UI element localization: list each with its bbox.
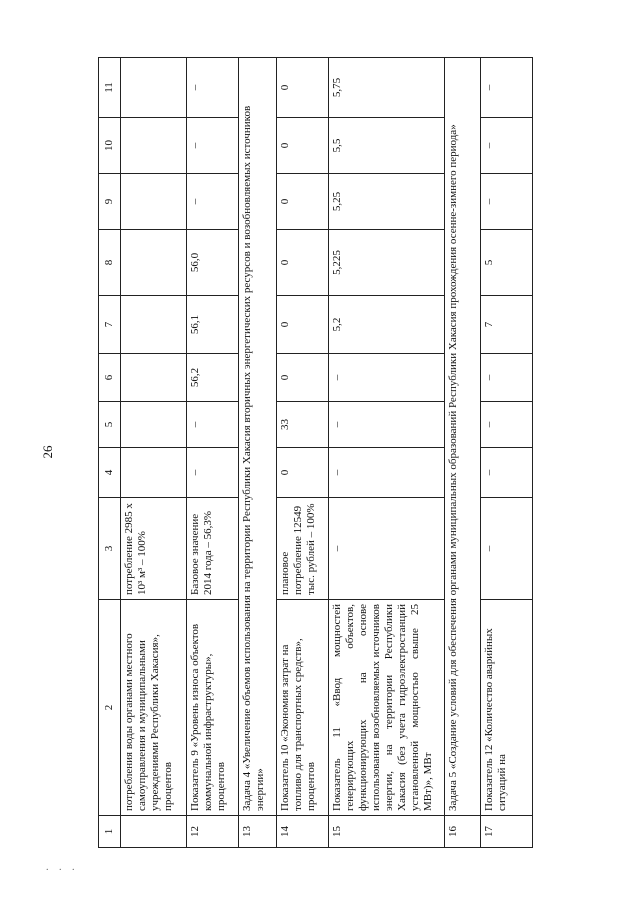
base-value: потребление 2985 x 10³ м³ – 100% xyxy=(121,498,187,600)
header-cell: 7 xyxy=(99,296,121,354)
value-cell: 33 xyxy=(277,402,329,448)
value-cell xyxy=(121,354,187,402)
indicator-name: Показатель 11 «Ввод мощностей генерирующих объектов, функционирующих на основе использования возобновляемых источников энергии, на территории Республики Хакасия (без учета гидроэлектростанций установленной мощностью свыше 25 МВт)», МВт xyxy=(329,600,445,816)
value-cell xyxy=(121,230,187,296)
row-number: 16 xyxy=(445,816,481,848)
header-cell: 5 xyxy=(99,402,121,448)
value-cell: 5,225 xyxy=(329,230,445,296)
row-number: 14 xyxy=(277,816,329,848)
value-cell: – xyxy=(329,448,445,498)
value-cell: – xyxy=(329,402,445,448)
row-number: 13 xyxy=(239,816,277,848)
indicator-name: Показатель 9 «Уровень износа объектов коммунальной инфраструктуры», процентов xyxy=(187,600,239,816)
value-cell: 0 xyxy=(277,58,329,118)
table-row xyxy=(121,58,187,848)
value-cell: 5,5 xyxy=(329,118,445,174)
task-title: Задача 4 «Увеличение объемов использования на территории Республики Хакасия вторичных энергетических ресурсов и возобновляемых источников энергии» xyxy=(239,58,277,816)
value-cell: – xyxy=(481,58,533,118)
header-cell: 10 xyxy=(99,118,121,174)
value-cell: – xyxy=(481,354,533,402)
value-cell xyxy=(121,174,187,230)
base-value: Базовое значение 2014 года – 56,3% xyxy=(187,498,239,600)
value-cell: – xyxy=(329,354,445,402)
indicator-name: потребления воды органами местного самоуправления и муниципальными учреждениями Республики Хакасия», процентов xyxy=(121,600,187,816)
task-row xyxy=(239,58,277,848)
value-cell xyxy=(121,448,187,498)
value-cell: – xyxy=(187,448,239,498)
header-cell: 4 xyxy=(99,448,121,498)
row-number: 15 xyxy=(329,816,445,848)
header-cell: 11 xyxy=(99,58,121,118)
value-cell: 0 xyxy=(277,296,329,354)
header-cell: 6 xyxy=(99,354,121,402)
value-cell: 56,1 xyxy=(187,296,239,354)
value-cell: – xyxy=(187,402,239,448)
value-cell: 5,75 xyxy=(329,58,445,118)
value-cell: 56,0 xyxy=(187,230,239,296)
value-cell: 7 xyxy=(481,296,533,354)
value-cell: 56,2 xyxy=(187,354,239,402)
base-value: – xyxy=(329,498,445,600)
scan-artifact: . . . xyxy=(46,862,79,873)
value-cell: 5,2 xyxy=(329,296,445,354)
header-cell: 8 xyxy=(99,230,121,296)
value-cell: 5 xyxy=(481,230,533,296)
header-cell: 9 xyxy=(99,174,121,230)
value-cell: – xyxy=(187,118,239,174)
value-cell: – xyxy=(187,58,239,118)
value-cell: 0 xyxy=(277,174,329,230)
value-cell: 0 xyxy=(277,118,329,174)
task-row xyxy=(445,58,481,848)
row-number: 12 xyxy=(187,816,239,848)
value-cell: 0 xyxy=(277,230,329,296)
value-cell: 5,25 xyxy=(329,174,445,230)
header-cell: 1 xyxy=(99,816,121,848)
header-row xyxy=(99,58,121,848)
header-cell: 2 xyxy=(99,600,121,816)
value-cell: – xyxy=(481,174,533,230)
indicators-table xyxy=(98,57,533,848)
indicators-table-rotated xyxy=(98,58,533,848)
table-row xyxy=(277,58,329,848)
value-cell: – xyxy=(481,402,533,448)
base-value: – xyxy=(481,498,533,600)
header-cell: 3 xyxy=(99,498,121,600)
value-cell xyxy=(121,296,187,354)
value-cell xyxy=(121,58,187,118)
value-cell xyxy=(121,402,187,448)
table-row xyxy=(481,58,533,848)
value-cell: – xyxy=(481,118,533,174)
value-cell: – xyxy=(187,174,239,230)
page-number: 26 xyxy=(40,445,55,459)
value-cell xyxy=(121,118,187,174)
table-row xyxy=(187,58,239,848)
indicator-name: Показатель 12 «Количество аварийных ситуаций на xyxy=(481,600,533,816)
value-cell: 0 xyxy=(277,354,329,402)
value-cell: 0 xyxy=(277,448,329,498)
value-cell: – xyxy=(481,448,533,498)
row-number: 17 xyxy=(481,816,533,848)
table-row xyxy=(329,58,445,848)
indicator-name: Показатель 10 «Экономия затрат на топливо для транспортных средств», процентов xyxy=(277,600,329,816)
row-number xyxy=(121,816,187,848)
base-value: плановое потребление 12549 тыс. рублей – 100% xyxy=(277,498,329,600)
task-title: Задача 5 «Создание условий для обеспечения органами муниципальных образований Республики Хакасия прохождения осенне-зимнего периода» xyxy=(445,58,481,816)
